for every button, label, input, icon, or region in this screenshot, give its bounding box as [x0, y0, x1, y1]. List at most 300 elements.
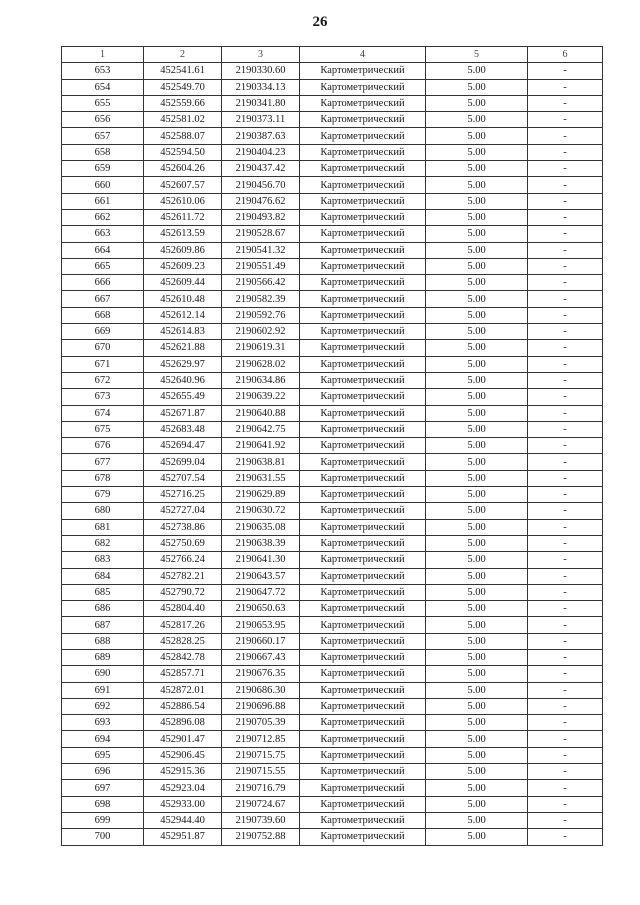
cell-description: - [528, 584, 603, 600]
cell-y: 2190705.39 [222, 715, 300, 731]
table-row [62, 421, 603, 437]
cell-point-number: 679 [62, 487, 144, 503]
cell-accuracy: 5.00 [426, 470, 528, 486]
cell-accuracy: 5.00 [426, 796, 528, 812]
cell-y: 2190528.67 [222, 226, 300, 242]
cell-accuracy: 5.00 [426, 715, 528, 731]
cell-y: 2190739.60 [222, 812, 300, 828]
cell-x: 452610.06 [144, 193, 222, 209]
cell-accuracy: 5.00 [426, 747, 528, 763]
cell-y: 2190641.92 [222, 438, 300, 454]
cell-accuracy: 5.00 [426, 666, 528, 682]
cell-y: 2190638.39 [222, 535, 300, 551]
cell-x: 452906.45 [144, 747, 222, 763]
cell-accuracy: 5.00 [426, 633, 528, 649]
cell-accuracy: 5.00 [426, 682, 528, 698]
cell-method: Картометрический [300, 601, 426, 617]
cell-accuracy: 5.00 [426, 617, 528, 633]
table-row [62, 601, 603, 617]
cell-y: 2190341.80 [222, 95, 300, 111]
cell-method: Картометрический [300, 258, 426, 274]
cell-y: 2190676.35 [222, 666, 300, 682]
cell-x: 452828.25 [144, 633, 222, 649]
cell-accuracy: 5.00 [426, 258, 528, 274]
table-row [62, 796, 603, 812]
cell-method: Картометрический [300, 405, 426, 421]
cell-accuracy: 5.00 [426, 454, 528, 470]
cell-method: Картометрический [300, 95, 426, 111]
cell-point-number: 654 [62, 79, 144, 95]
cell-x: 452727.04 [144, 503, 222, 519]
table-row [62, 519, 603, 535]
cell-x: 452944.40 [144, 812, 222, 828]
cell-description: - [528, 372, 603, 388]
table-row [62, 470, 603, 486]
cell-x: 452896.08 [144, 715, 222, 731]
cell-y: 2190334.13 [222, 79, 300, 95]
cell-x: 452621.88 [144, 340, 222, 356]
cell-point-number: 664 [62, 242, 144, 258]
cell-point-number: 670 [62, 340, 144, 356]
cell-point-number: 696 [62, 764, 144, 780]
cell-y: 2190619.31 [222, 340, 300, 356]
cell-x: 452766.24 [144, 552, 222, 568]
cell-x: 452923.04 [144, 780, 222, 796]
cell-description: - [528, 63, 603, 79]
cell-point-number: 685 [62, 584, 144, 600]
cell-y: 2190686.30 [222, 682, 300, 698]
table-row [62, 649, 603, 665]
cell-x: 452782.21 [144, 568, 222, 584]
cell-y: 2190541.32 [222, 242, 300, 258]
table-row [62, 372, 603, 388]
cell-point-number: 669 [62, 324, 144, 340]
table-row [62, 698, 603, 714]
cell-x: 452886.54 [144, 698, 222, 714]
cell-accuracy: 5.00 [426, 95, 528, 111]
cell-accuracy: 5.00 [426, 275, 528, 291]
cell-method: Картометрический [300, 731, 426, 747]
cell-method: Картометрический [300, 454, 426, 470]
cell-point-number: 691 [62, 682, 144, 698]
cell-x: 452609.86 [144, 242, 222, 258]
cell-x: 452804.40 [144, 601, 222, 617]
cell-y: 2190752.88 [222, 829, 300, 845]
cell-y: 2190724.67 [222, 796, 300, 812]
cell-description: - [528, 291, 603, 307]
table-row [62, 95, 603, 111]
cell-description: - [528, 796, 603, 812]
table-row [62, 405, 603, 421]
table-row [62, 487, 603, 503]
cell-description: - [528, 275, 603, 291]
table-row [62, 307, 603, 323]
cell-accuracy: 5.00 [426, 144, 528, 160]
cell-description: - [528, 324, 603, 340]
cell-point-number: 684 [62, 568, 144, 584]
cell-method: Картометрический [300, 438, 426, 454]
cell-method: Картометрический [300, 503, 426, 519]
cell-point-number: 700 [62, 829, 144, 845]
cell-accuracy: 5.00 [426, 372, 528, 388]
cell-method: Картометрический [300, 584, 426, 600]
cell-accuracy: 5.00 [426, 780, 528, 796]
cell-point-number: 671 [62, 356, 144, 372]
cell-description: - [528, 601, 603, 617]
cell-point-number: 675 [62, 421, 144, 437]
cell-y: 2190638.81 [222, 454, 300, 470]
table-header-row [62, 47, 603, 63]
cell-description: - [528, 209, 603, 225]
cell-point-number: 698 [62, 796, 144, 812]
cell-point-number: 667 [62, 291, 144, 307]
table-row [62, 568, 603, 584]
cell-accuracy: 5.00 [426, 503, 528, 519]
cell-method: Картометрический [300, 177, 426, 193]
table-row [62, 584, 603, 600]
cell-point-number: 694 [62, 731, 144, 747]
cell-method: Картометрический [300, 389, 426, 405]
cell-x: 452611.72 [144, 209, 222, 225]
cell-x: 452842.78 [144, 649, 222, 665]
cell-accuracy: 5.00 [426, 307, 528, 323]
cell-method: Картометрический [300, 226, 426, 242]
cell-y: 2190387.63 [222, 128, 300, 144]
table-body [62, 63, 603, 845]
cell-x: 452872.01 [144, 682, 222, 698]
cell-y: 2190635.08 [222, 519, 300, 535]
cell-point-number: 681 [62, 519, 144, 535]
cell-description: - [528, 242, 603, 258]
cell-x: 452671.87 [144, 405, 222, 421]
table-row [62, 112, 603, 128]
cell-method: Картометрический [300, 470, 426, 486]
cell-y: 2190373.11 [222, 112, 300, 128]
table-row [62, 812, 603, 828]
cell-y: 2190628.02 [222, 356, 300, 372]
cell-x: 452559.66 [144, 95, 222, 111]
cell-method: Картометрический [300, 633, 426, 649]
table-row [62, 764, 603, 780]
cell-accuracy: 5.00 [426, 63, 528, 79]
cell-x: 452607.57 [144, 177, 222, 193]
cell-accuracy: 5.00 [426, 79, 528, 95]
table-row [62, 193, 603, 209]
cell-x: 452609.44 [144, 275, 222, 291]
cell-accuracy: 5.00 [426, 161, 528, 177]
cell-point-number: 682 [62, 535, 144, 551]
cell-x: 452655.49 [144, 389, 222, 405]
cell-method: Картометрический [300, 666, 426, 682]
cell-y: 2190437.42 [222, 161, 300, 177]
cell-accuracy: 5.00 [426, 242, 528, 258]
cell-point-number: 680 [62, 503, 144, 519]
header-cell-x: 2 [144, 47, 222, 63]
cell-method: Картометрический [300, 63, 426, 79]
cell-point-number: 656 [62, 112, 144, 128]
cell-description: - [528, 698, 603, 714]
cell-x: 452699.04 [144, 454, 222, 470]
table-row [62, 633, 603, 649]
cell-description: - [528, 438, 603, 454]
cell-accuracy: 5.00 [426, 438, 528, 454]
cell-y: 2190641.30 [222, 552, 300, 568]
cell-method: Картометрический [300, 764, 426, 780]
cell-method: Картометрический [300, 128, 426, 144]
cell-method: Картометрический [300, 519, 426, 535]
table-row [62, 340, 603, 356]
cell-method: Картометрический [300, 747, 426, 763]
cell-point-number: 692 [62, 698, 144, 714]
cell-description: - [528, 258, 603, 274]
table-row [62, 535, 603, 551]
table-row [62, 356, 603, 372]
cell-description: - [528, 535, 603, 551]
cell-point-number: 661 [62, 193, 144, 209]
cell-method: Картометрический [300, 617, 426, 633]
cell-y: 2190712.85 [222, 731, 300, 747]
cell-x: 452549.70 [144, 79, 222, 95]
cell-accuracy: 5.00 [426, 698, 528, 714]
table-row [62, 389, 603, 405]
cell-y: 2190667.43 [222, 649, 300, 665]
cell-description: - [528, 470, 603, 486]
cell-description: - [528, 519, 603, 535]
cell-x: 452541.61 [144, 63, 222, 79]
cell-point-number: 673 [62, 389, 144, 405]
cell-method: Картометрический [300, 421, 426, 437]
table-row [62, 79, 603, 95]
cell-method: Картометрический [300, 568, 426, 584]
table-row [62, 242, 603, 258]
header-cell-point-number: 1 [62, 47, 144, 63]
table-row [62, 226, 603, 242]
cell-y: 2190456.70 [222, 177, 300, 193]
cell-accuracy: 5.00 [426, 535, 528, 551]
cell-accuracy: 5.00 [426, 812, 528, 828]
cell-method: Картометрический [300, 79, 426, 95]
cell-description: - [528, 503, 603, 519]
cell-x: 452613.59 [144, 226, 222, 242]
cell-description: - [528, 715, 603, 731]
cell-method: Картометрический [300, 780, 426, 796]
cell-point-number: 688 [62, 633, 144, 649]
cell-y: 2190715.55 [222, 764, 300, 780]
cell-accuracy: 5.00 [426, 177, 528, 193]
cell-x: 452610.48 [144, 291, 222, 307]
cell-y: 2190716.79 [222, 780, 300, 796]
cell-y: 2190493.82 [222, 209, 300, 225]
cell-description: - [528, 666, 603, 682]
cell-y: 2190404.23 [222, 144, 300, 160]
cell-point-number: 676 [62, 438, 144, 454]
coordinates-table [61, 46, 603, 846]
header-cell-description: 6 [528, 47, 603, 63]
cell-y: 2190696.88 [222, 698, 300, 714]
table-row [62, 258, 603, 274]
cell-description: - [528, 617, 603, 633]
cell-description: - [528, 226, 603, 242]
cell-y: 2190551.49 [222, 258, 300, 274]
cell-description: - [528, 112, 603, 128]
cell-point-number: 658 [62, 144, 144, 160]
cell-description: - [528, 731, 603, 747]
cell-point-number: 687 [62, 617, 144, 633]
cell-method: Картометрический [300, 535, 426, 551]
cell-point-number: 668 [62, 307, 144, 323]
cell-method: Картометрический [300, 829, 426, 845]
cell-method: Картометрический [300, 291, 426, 307]
cell-x: 452933.00 [144, 796, 222, 812]
table-row [62, 666, 603, 682]
header-cell-accuracy: 5 [426, 47, 528, 63]
cell-x: 452683.48 [144, 421, 222, 437]
cell-point-number: 690 [62, 666, 144, 682]
cell-x: 452694.47 [144, 438, 222, 454]
table-row [62, 682, 603, 698]
cell-point-number: 660 [62, 177, 144, 193]
cell-accuracy: 5.00 [426, 519, 528, 535]
table-row [62, 144, 603, 160]
cell-point-number: 663 [62, 226, 144, 242]
cell-point-number: 659 [62, 161, 144, 177]
cell-description: - [528, 177, 603, 193]
cell-method: Картометрический [300, 649, 426, 665]
cell-y: 2190592.76 [222, 307, 300, 323]
cell-accuracy: 5.00 [426, 829, 528, 845]
table-row [62, 747, 603, 763]
cell-y: 2190660.17 [222, 633, 300, 649]
cell-accuracy: 5.00 [426, 340, 528, 356]
cell-x: 452594.50 [144, 144, 222, 160]
cell-x: 452857.71 [144, 666, 222, 682]
cell-y: 2190330.60 [222, 63, 300, 79]
cell-accuracy: 5.00 [426, 193, 528, 209]
cell-y: 2190640.88 [222, 405, 300, 421]
cell-description: - [528, 389, 603, 405]
cell-y: 2190650.63 [222, 601, 300, 617]
cell-method: Картометрический [300, 209, 426, 225]
cell-method: Картометрический [300, 324, 426, 340]
table-row [62, 63, 603, 79]
cell-method: Картометрический [300, 715, 426, 731]
cell-accuracy: 5.00 [426, 649, 528, 665]
cell-point-number: 657 [62, 128, 144, 144]
table-row [62, 161, 603, 177]
cell-accuracy: 5.00 [426, 764, 528, 780]
cell-description: - [528, 633, 603, 649]
cell-point-number: 666 [62, 275, 144, 291]
cell-accuracy: 5.00 [426, 128, 528, 144]
table-row [62, 177, 603, 193]
cell-method: Картометрический [300, 242, 426, 258]
cell-x: 452629.97 [144, 356, 222, 372]
cell-y: 2190634.86 [222, 372, 300, 388]
cell-method: Картометрический [300, 144, 426, 160]
cell-x: 452707.54 [144, 470, 222, 486]
cell-point-number: 665 [62, 258, 144, 274]
cell-description: - [528, 454, 603, 470]
page-number: 26 [312, 14, 328, 30]
cell-accuracy: 5.00 [426, 405, 528, 421]
cell-method: Картометрический [300, 552, 426, 568]
cell-point-number: 697 [62, 780, 144, 796]
cell-accuracy: 5.00 [426, 324, 528, 340]
cell-description: - [528, 764, 603, 780]
cell-description: - [528, 128, 603, 144]
cell-y: 2190631.55 [222, 470, 300, 486]
cell-y: 2190643.57 [222, 568, 300, 584]
cell-y: 2190629.89 [222, 487, 300, 503]
cell-accuracy: 5.00 [426, 568, 528, 584]
cell-method: Картометрический [300, 193, 426, 209]
cell-accuracy: 5.00 [426, 389, 528, 405]
cell-method: Картометрический [300, 275, 426, 291]
table-row [62, 209, 603, 225]
cell-point-number: 686 [62, 601, 144, 617]
cell-y: 2190630.72 [222, 503, 300, 519]
table-row [62, 291, 603, 307]
cell-description: - [528, 780, 603, 796]
cell-x: 452581.02 [144, 112, 222, 128]
cell-accuracy: 5.00 [426, 291, 528, 307]
cell-point-number: 662 [62, 209, 144, 225]
table-row [62, 715, 603, 731]
cell-description: - [528, 340, 603, 356]
cell-y: 2190602.92 [222, 324, 300, 340]
cell-description: - [528, 161, 603, 177]
cell-x: 452915.36 [144, 764, 222, 780]
cell-point-number: 678 [62, 470, 144, 486]
table-row [62, 731, 603, 747]
cell-description: - [528, 356, 603, 372]
cell-accuracy: 5.00 [426, 356, 528, 372]
cell-x: 452609.23 [144, 258, 222, 274]
cell-description: - [528, 487, 603, 503]
cell-y: 2190566.42 [222, 275, 300, 291]
cell-description: - [528, 829, 603, 845]
cell-y: 2190582.39 [222, 291, 300, 307]
cell-point-number: 655 [62, 95, 144, 111]
cell-description: - [528, 307, 603, 323]
cell-accuracy: 5.00 [426, 731, 528, 747]
cell-x: 452817.26 [144, 617, 222, 633]
cell-point-number: 699 [62, 812, 144, 828]
table-row [62, 780, 603, 796]
header-cell-y: 3 [222, 47, 300, 63]
cell-point-number: 693 [62, 715, 144, 731]
header-cell-method: 4 [300, 47, 426, 63]
cell-method: Картометрический [300, 812, 426, 828]
cell-y: 2190642.75 [222, 421, 300, 437]
table-row [62, 438, 603, 454]
cell-description: - [528, 405, 603, 421]
cell-description: - [528, 552, 603, 568]
cell-accuracy: 5.00 [426, 552, 528, 568]
cell-point-number: 683 [62, 552, 144, 568]
cell-point-number: 677 [62, 454, 144, 470]
cell-y: 2190653.95 [222, 617, 300, 633]
cell-x: 452716.25 [144, 487, 222, 503]
cell-x: 452604.26 [144, 161, 222, 177]
table-row [62, 454, 603, 470]
cell-description: - [528, 95, 603, 111]
cell-description: - [528, 193, 603, 209]
cell-x: 452901.47 [144, 731, 222, 747]
cell-description: - [528, 649, 603, 665]
cell-description: - [528, 747, 603, 763]
cell-method: Картометрический [300, 340, 426, 356]
